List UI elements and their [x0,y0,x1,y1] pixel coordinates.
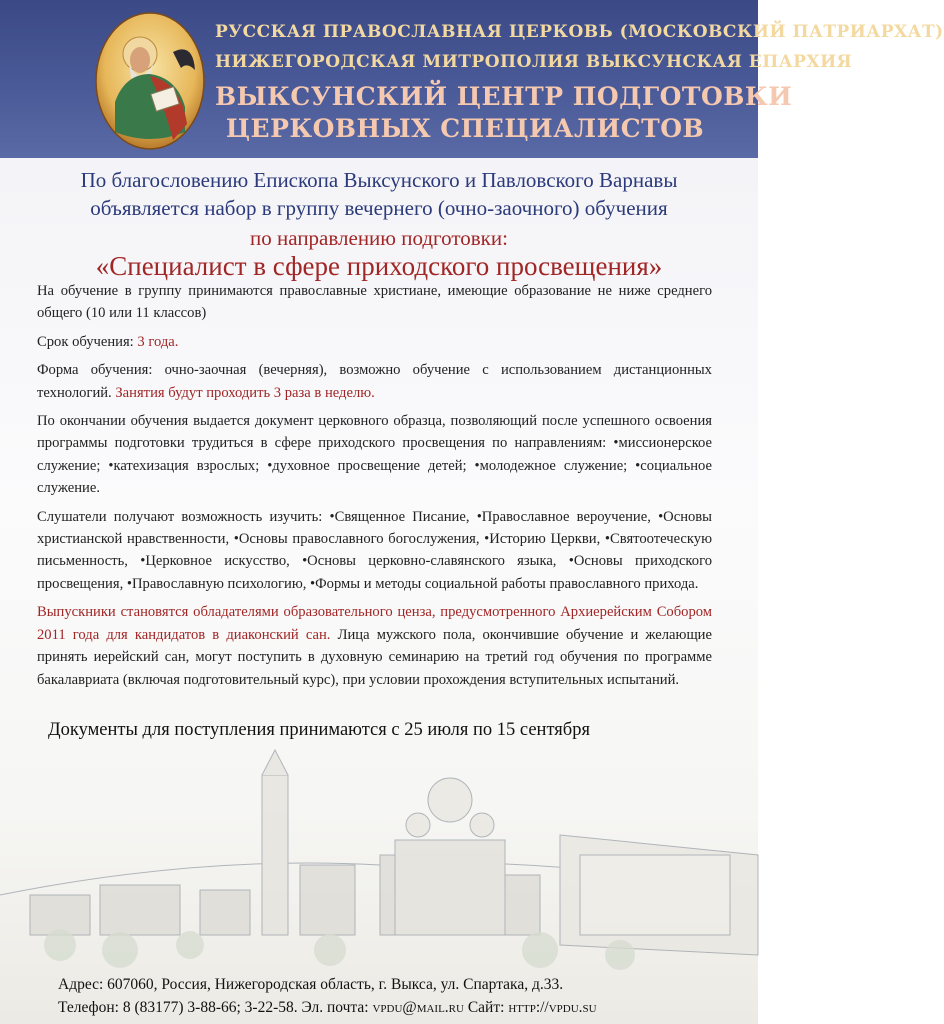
graduation-document: По окончании обучения выдается документ церковного образца, позволяющий после успешного освоения программы подготовки трудиться в сфере приходского просвещения по направлениям: •миссионерское служение; •катехизация взрослых; •духовное просвещение детей; •молодежное служение; •социальное служение. [37,413,712,497]
header-church-name: РУССКАЯ ПРАВОСЛАВНАЯ ЦЕРКОВЬ (МОСКОВСКИЙ ПАТРИАРХАТ) [215,22,944,42]
footer-contacts [58,999,597,1017]
study-form [37,359,712,404]
documents-deadline: Документы для поступления принимаются с 25 июля по 15 сентября [48,720,590,740]
header-diocese-name: НИЖЕГОРОДСКАЯ МИТРОПОЛИЯ ВЫКСУНСКАЯ ЕПАРХИЯ [215,52,853,72]
header-center-title-1: ВЫКСУНСКИЙ ЦЕНТР ПОДГОТОВКИ [215,82,793,111]
term-label: Срок обучения: [37,333,134,350]
header-banner [0,0,944,158]
form-label: Форма обучения: [37,362,153,379]
monastery-illustration [0,745,758,970]
subjects-list: Слушатели получают возможность изучить: •Священное Писание, •Православное вероучение, •Основы христианской нравственности, •Основы православного богослужения, •Историю Церкви, •Святоотеческую письменность, •Церковное искусство, •Основы церковно-славянского языка, •Основы приходского просвещения, •Православную психологию, •Формы и методы социальной работы православного прихода. [37,508,712,592]
footer-email-label: Эл. почта: [301,999,369,1016]
blessing-text [0,166,758,222]
blessing-line-2: объявляется набор в группу вечернего (очно-заочного) обучения [90,196,668,220]
direction-label: по направлению подготовки: [250,226,508,250]
footer-address: Адрес: 607060, Россия, Нижегородская область, г. Выкса, ул. Спартака, д.33. [58,976,564,993]
footer-site-link[interactable]: http://vpdu.su [508,999,597,1016]
term-value: 3 года. [137,333,179,350]
header-center-title-2: ЦЕРКОВНЫХ СПЕЦИАЛИСТОВ [225,114,705,143]
announcement-body [37,280,712,697]
specialty-title: «Специалист в сфере приходского просвещения» [95,251,663,281]
admission-requirements: На обучение в группу принимаются православные христиане, имеющие образование не ниже среднего общего (10 или 11 классов) [37,283,712,322]
saint-icon [95,12,205,150]
blessing-line-1: По благословению Епископа Выксунского и Павловского Варнавы [80,168,678,192]
study-term [37,331,712,353]
form-value: очно-заочная (вечерняя), возможно обучение с использованием дистанционных технологий. [37,362,712,401]
footer-site-label: Сайт: [467,999,505,1016]
footer-phone: Телефон: 8 (83177) 3-88-66; 3-22-58. [58,999,298,1016]
form-note: Занятия будут проходить 3 раза в неделю. [115,384,375,401]
graduate-rights [37,601,712,691]
graduate-rights-rest: Лица мужского пола, окончившие обучение и желающие принять иерейский сан, могут поступить в духовную семинарию на третий год обучения по программе бакалавриата (включая подготовительный курс), при условии прохождения вступительных испытаний. [37,626,712,688]
footer-email-link[interactable]: vpdu@mail.ru [372,999,464,1016]
graduate-rights-red: Выпускники становятся обладателями образовательного ценза, предусмотренного Архиерейским Собором 2011 года для кандидатов в диаконский сан. [37,604,712,643]
